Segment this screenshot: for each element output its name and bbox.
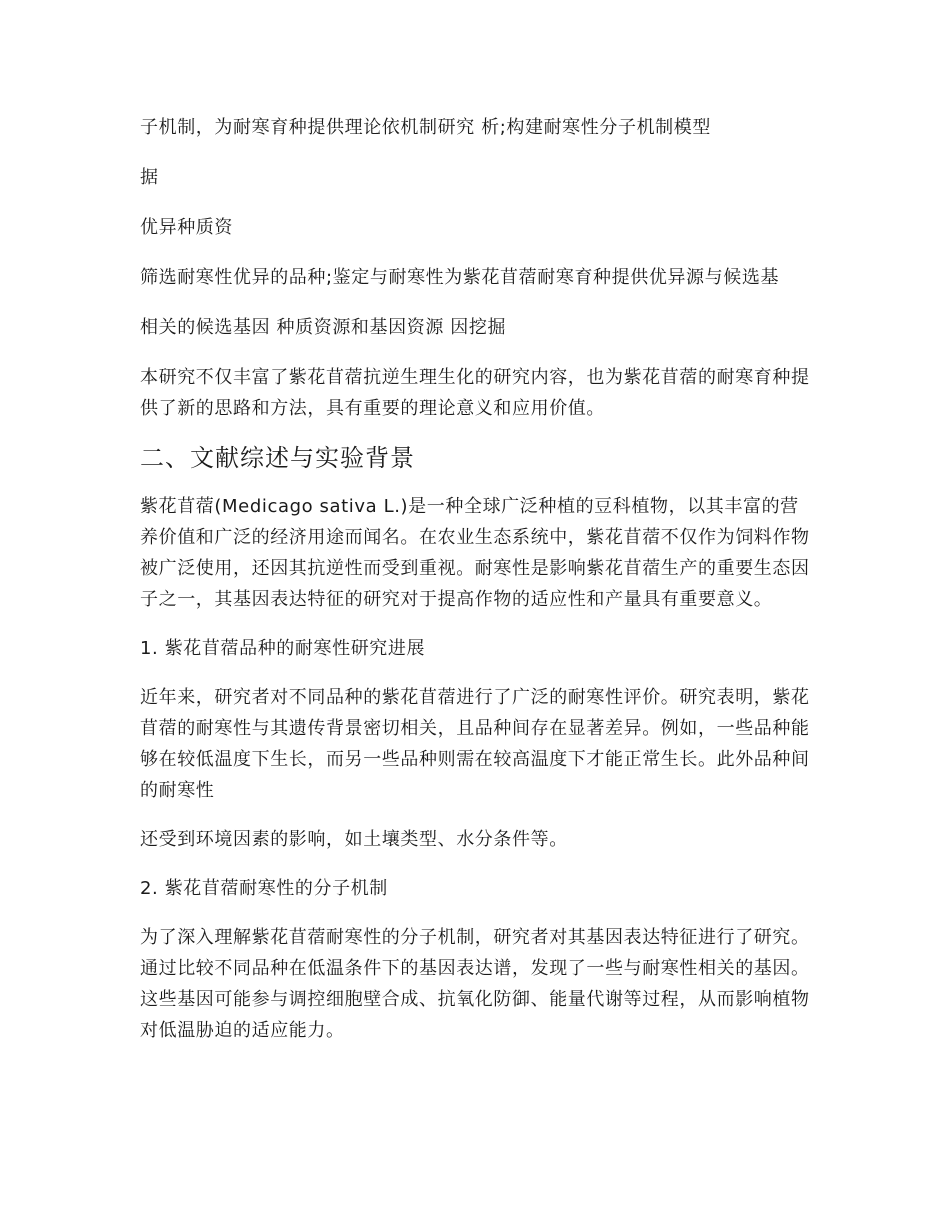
section-intro-paragraph: 紫花苜蓿(Medicago sativa L.)是一种全球广泛种植的豆科植物，以其丰富的营养价值和广泛的经济用途而闻名。在农业生态系统中，紫花苜蓿不仅作为饲料作物被广泛使用，还因其抗逆性而受到重视。耐寒性是影响紫花苜蓿生产的重要生态因子之一，其基因表达特征的研究对于提高作物的适应性和产量具有重要意义。 bbox=[140, 496, 810, 610]
intro-line-5: 相关的候选基因 种质资源和基因资源 因挖掘 bbox=[140, 317, 507, 338]
summary-paragraph: 本研究不仅丰富了紫花苜蓿抗逆生理生化的研究内容，也为紫花苜蓿的耐寒育种提供了新的思路和方法，具有重要的理论意义和应用价值。 bbox=[140, 367, 810, 419]
subsection-2-title: 2. 紫花苜蓿耐寒性的分子机制 bbox=[140, 878, 388, 899]
subsection-1-paragraph-1: 近年来，研究者对不同品种的紫花苜蓿进行了广泛的耐寒性评价。研究表明，紫花苜蓿的耐寒性与其遗传背景密切相关，且品种间存在显著差异。例如，一些品种能够在较低温度下生长，而另一些品种则需在较高温度下才能正常生长。此外品种间的耐寒性 bbox=[140, 687, 810, 801]
subsection-2-paragraph-1: 为了深入理解紫花苜蓿耐寒性的分子机制，研究者对其基因表达特征进行了研究。通过比较不同品种在低温条件下的基因表达谱，发现了一些与耐寒性相关的基因。这些基因可能参与调控细胞壁合成、抗氧化防御、能量代谢等过程，从而影响植物对低温胁迫的适应能力。 bbox=[140, 927, 810, 1041]
intro-line-1: 子机制，为耐寒育种提供理论依机制研究 析;构建耐寒性分子机制模型 bbox=[140, 117, 711, 138]
subsection-1-title: 1. 紫花苜蓿品种的耐寒性研究进展 bbox=[140, 638, 426, 659]
intro-line-2: 据 bbox=[140, 167, 159, 188]
subsection-1-paragraph-2: 还受到环境因素的影响，如土壤类型、水分条件等。 bbox=[140, 829, 568, 850]
intro-line-3: 优异种质资 bbox=[140, 217, 233, 238]
intro-line-4: 筛选耐寒性优异的品种;鉴定与耐寒性为紫花苜蓿耐寒育种提供优异源与候选基 bbox=[140, 267, 780, 288]
section-heading: 二、文献综述与实验背景 bbox=[140, 444, 415, 472]
document-body bbox=[140, 112, 816, 1046]
